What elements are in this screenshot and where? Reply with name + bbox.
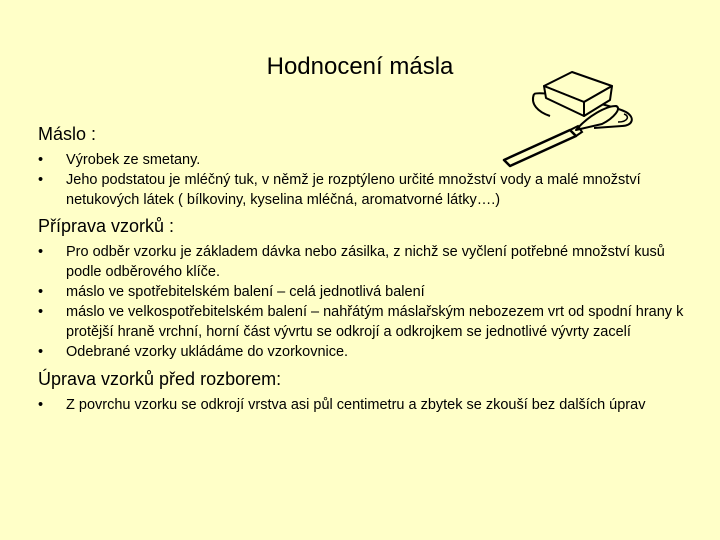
section-priprava-vzorku xyxy=(38,214,698,362)
list-item xyxy=(38,395,698,415)
list-item-text: Pro odběr vzorku je základem dávka nebo zásilka, z nichž se vyčlení potřebné množství kusů podle odběrového klíče. xyxy=(66,244,665,280)
list-item xyxy=(38,150,698,170)
section-uprava-vzorku xyxy=(38,367,698,415)
bullet-icon: • xyxy=(38,152,44,168)
section-heading: Příprava vzorků : xyxy=(38,216,175,236)
bullet-icon: • xyxy=(38,304,44,320)
list-item xyxy=(38,242,698,282)
bullet-list xyxy=(38,242,698,362)
bullet-icon: • xyxy=(38,344,44,360)
list-item-text: Odebrané vzorky ukládáme do vzorkovnice. xyxy=(66,344,349,360)
list-item-text: máslo ve spotřebitelském balení – celá jednotlivá balení xyxy=(66,284,425,300)
bullet-list xyxy=(38,150,698,210)
list-item xyxy=(38,342,698,362)
list-item-text: Jeho podstatou je mléčný tuk, v němž je rozptýleno určité množství vody a malé množství netukových látek ( bílkoviny, kyselina mléčná, aromatvorné látky….) xyxy=(66,172,641,208)
list-item xyxy=(38,170,698,210)
bullet-icon: • xyxy=(38,172,44,188)
section-heading: Máslo : xyxy=(38,124,97,144)
bullet-icon: • xyxy=(38,244,44,260)
bullet-icon: • xyxy=(38,284,44,300)
section-maslo xyxy=(38,122,698,210)
list-item-text: máslo ve velkospotřebitelském balení – nahřátým máslařským nebozezem vrt od spodní hrany k protější hraně vrchní, horní část vývrtu se odkrojí a odkrojkem se jednotlivé vývrty zacelí xyxy=(66,304,684,340)
list-item-text: Z povrchu vzorku se odkrojí vrstva asi půl centimetru a zbytek se zkouší bez dalších úprav xyxy=(66,397,646,413)
list-item xyxy=(38,302,698,342)
slide-title: Hodnocení másla xyxy=(266,53,454,80)
section-heading: Úprava vzorků před rozborem: xyxy=(38,369,282,389)
list-item xyxy=(38,282,698,302)
list-item-text: Výrobek ze smetany. xyxy=(66,152,201,168)
slide-content xyxy=(38,120,698,415)
bullet-icon: • xyxy=(38,397,44,413)
bullet-list xyxy=(38,395,698,415)
